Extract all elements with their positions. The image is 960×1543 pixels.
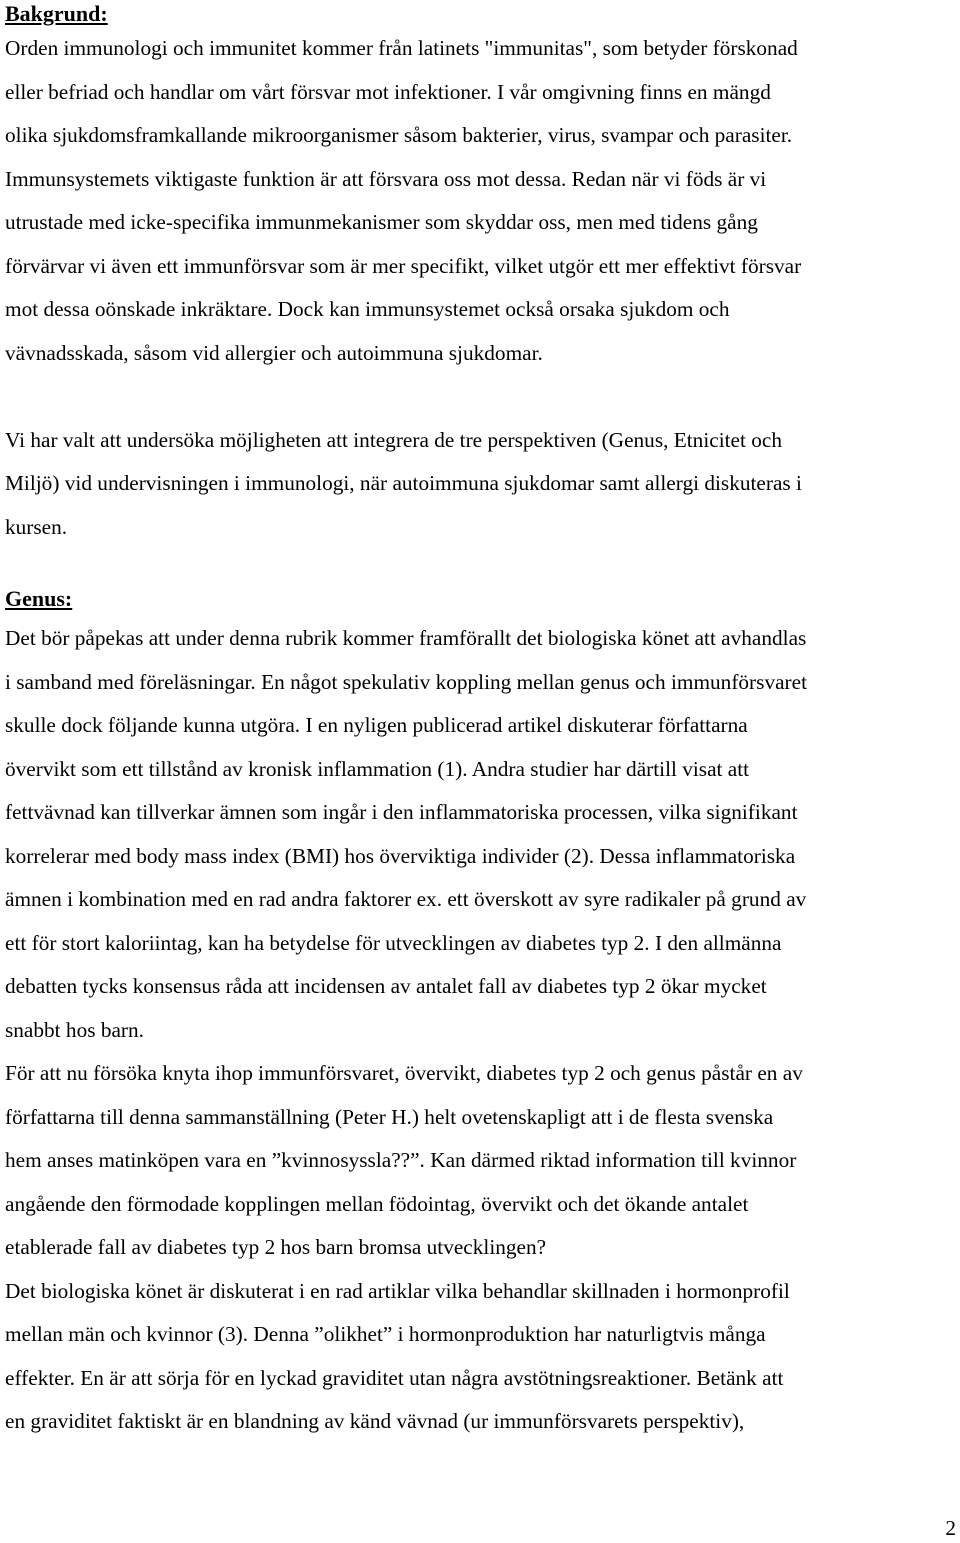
text-line: en graviditet faktiskt är en blandning av känd vävnad (ur immunförsvarets perspektiv), xyxy=(5,1409,745,1433)
text-line: snabbt hos barn. xyxy=(5,1017,145,1042)
text-line: fettvävnad kan tillverkar ämnen som ingår i den inflammatoriska processen, vilka signifikant xyxy=(5,800,798,824)
text-line: För att nu försöka knyta ihop immunförsvaret, övervikt, diabetes typ 2 och genus påstår en av xyxy=(5,1061,803,1085)
text-line: Immunsystemets viktigaste funktion är att försvara oss mot dessa. Redan när vi föds är vi xyxy=(5,166,767,191)
text-line: Miljö) vid undervisningen i immunologi, när autoimmuna sjukdomar samt allergi diskuteras i xyxy=(5,471,802,495)
text-line: vävnadsskada, såsom vid allergier och autoimmuna sjukdomar. xyxy=(5,340,543,365)
text-line: etablerade fall av diabetes typ 2 hos barn bromsa utvecklingen? xyxy=(5,1235,547,1259)
text-line: Vi har valt att undersöka möjligheten att integrera de tre perspektiven (Genus, Etnicitet och xyxy=(5,427,782,452)
text-line: hem anses matinköpen vara en ”kvinnosyssla??”. Kan därmed riktad information till kvinnor xyxy=(5,1148,797,1172)
text-line: Det bör påpekas att under denna rubrik kommer framförallt det biologiska könet att avhandlas xyxy=(5,626,807,650)
text-line: angående den förmodade kopplingen mellan födointag, övervikt och det ökande antalet xyxy=(5,1191,749,1216)
section-heading-bakgrund: Bakgrund: xyxy=(5,1,108,26)
text-line: mellan män och kvinnor (3). Denna ”olikhet” i hormonproduktion har naturligtvis många xyxy=(5,1322,766,1346)
text-line: effekter. En är att sörja för en lyckad graviditet utan några avstötningsreaktioner. Betänk att xyxy=(5,1365,784,1390)
paragraph-genus-2 xyxy=(5,1052,957,1270)
document-page xyxy=(5,0,957,1444)
text-line: kursen. xyxy=(5,514,68,539)
text-line: övervikt som ett tillstånd av kronisk inflammation (1). Andra studier har därtill visat att xyxy=(5,756,750,781)
text-line: utrustade med icke-specifika immunmekanismer som skyddar oss, men med tidens gång xyxy=(5,210,758,234)
paragraph-genus-3 xyxy=(5,1270,957,1444)
text-line: Orden immunologi och immunitet kommer från latinets "immunitas", som betyder förskonad xyxy=(5,36,798,60)
paragraph-bakgrund-1 xyxy=(5,27,957,375)
text-line: eller befriad och handlar om vårt försvar mot infektioner. I vår omgivning finns en mängd xyxy=(5,79,771,104)
text-line: korrelerar med body mass index (BMI) hos överviktiga individer (2). Dessa inflammatoriska xyxy=(5,843,796,868)
paragraph-genus-1 xyxy=(5,617,957,1052)
paragraph-bakgrund-2 xyxy=(5,419,957,550)
text-line: Det biologiska könet är diskuterat i en rad artiklar vilka behandlar skillnaden i hormonprofil xyxy=(5,1278,790,1303)
text-line: debatten tycks konsensus råda att incidensen av antalet fall av diabetes typ 2 ökar mycket xyxy=(5,974,767,998)
text-line: mot dessa oönskade inkräktare. Dock kan immunsystemet också orsaka sjukdom och xyxy=(5,297,730,321)
text-line: förvärvar vi även ett immunförsvar som är mer specifikt, vilket utgör ett mer effektivt försvar xyxy=(5,253,802,278)
paragraph-spacer xyxy=(5,375,957,419)
text-line: ämnen i kombination med en rad andra faktorer ex. ett överskott av syre radikaler på grund av xyxy=(5,887,807,911)
text-line: i samband med föreläsningar. En något spekulativ koppling mellan genus och immunförsvaret xyxy=(5,669,808,694)
page-number: 2 xyxy=(945,1516,956,1540)
text-line: författarna till denna sammanställning (Peter H.) helt ovetenskapligt att i de flesta svenska xyxy=(5,1104,774,1129)
paragraph-spacer xyxy=(5,549,957,587)
text-line: olika sjukdomsframkallande mikroorganismer såsom bakterier, virus, svampar och parasiter. xyxy=(5,123,793,147)
text-line: ett för stort kaloriintag, kan ha betydelse för utvecklingen av diabetes typ 2. I den allmänna xyxy=(5,930,782,955)
text-line: skulle dock följande kunna utgöra. I en nyligen publicerad artikel diskuterar författarna xyxy=(5,713,748,737)
section-heading-genus: Genus: xyxy=(5,586,73,611)
